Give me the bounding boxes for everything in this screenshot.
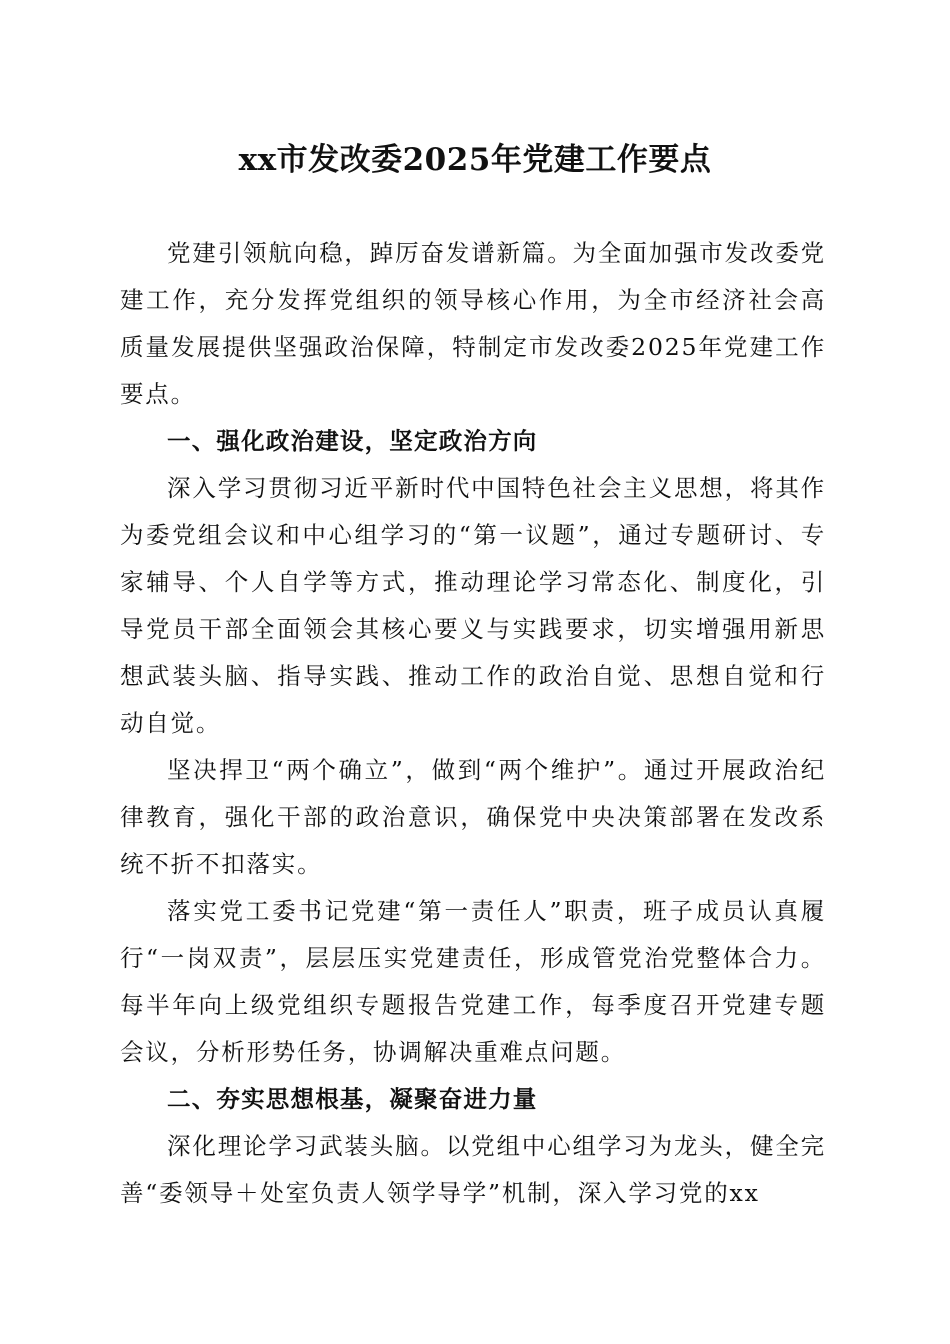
section-2-paragraph-1: 深化理论学习武装头脑。以党组中心组学习为龙头，健全完善“委领导＋处室负责人领学导学”机制，深入学习党的xx xyxy=(120,1132,826,1207)
section-1-heading: 一、强化政治建设，坚定政治方向 xyxy=(167,427,538,455)
section-1-paragraph-1: 深入学习贯彻习近平新时代中国特色社会主义思想，将其作为委党组会议和中心组学习的“第一议题”，通过专题研讨、专家辅导、个人自学等方式，推动理论学习常态化、制度化，引导党员干部全面领会其核心要义与实践要求，切实增强用新思想武装头脑、指导实践、推动工作的政治自觉、思想自觉和行动自觉。 xyxy=(120,474,826,737)
section-1-paragraph-2: 坚决捍卫“两个确立”，做到“两个维护”。通过开展政治纪律教育，强化干部的政治意识，确保党中央决策部署在发改系统不折不扣落实。 xyxy=(120,756,826,878)
document-title: xx市发改委2025年党建工作要点 xyxy=(238,142,712,178)
section-2-heading: 二、夯实思想根基，凝聚奋进力量 xyxy=(167,1085,538,1113)
section-1-paragraph-3: 落实党工委书记党建“第一责任人”职责，班子成员认真履行“一岗双责”，层层压实党建责任，形成管党治党整体合力。每半年向上级党组织专题报告党建工作，每季度召开党建专题会议，分析形势任务，协调解决重难点问题。 xyxy=(120,897,826,1066)
intro-paragraph: 党建引领航向稳，踔厉奋发谱新篇。为全面加强市发改委党建工作，充分发挥党组织的领导核心作用，为全市经济社会高质量发展提供坚强政治保障，特制定市发改委2025年党建工作要点。 xyxy=(120,239,826,408)
document-body xyxy=(120,230,826,1217)
